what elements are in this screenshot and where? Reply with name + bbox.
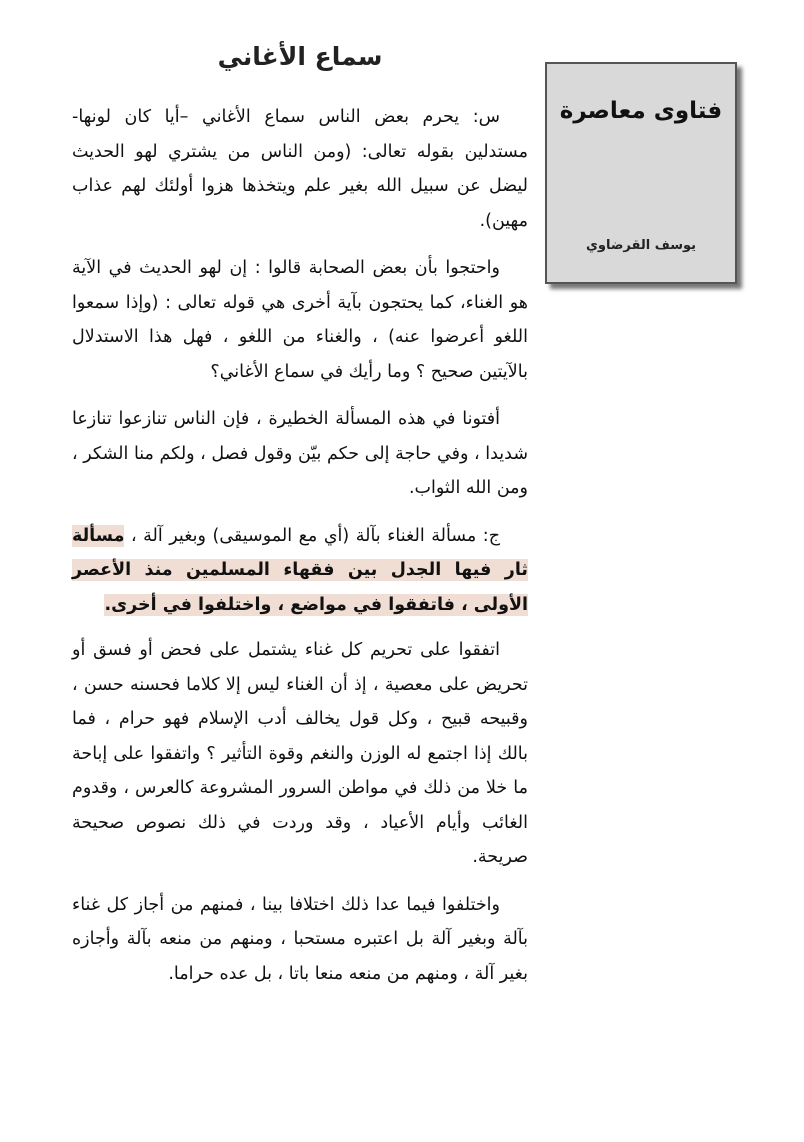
question-paragraph: س: يحرم بعض الناس سماع الأغاني –أيا كان لونها- مستدلين بقوله تعالى: (ومن الناس من يشتري لهو الحديث ليضل عن سبيل الله بغير علم ويتخذها هزوا أولئك لهم عذاب مهين).	[72, 107, 528, 231]
highlighted-text: مسألة ثار فيها الجدل بين فقهاء المسلمين منذ الأعصر الأولى ، فاتفقوا في مواضع ، واختلفوا في أخرى.	[72, 525, 528, 615]
page-title: سماع الأغاني	[217, 42, 383, 71]
paragraph: واحتجوا بأن بعض الصحابة قالوا : إن لهو الحديث في الآية هو الغناء، كما يحتجون بآية أخرى هي قوله تعالى : (وإذا سمعوا اللغو أعرضوا عنه) ، والغناء من اللغو ، فهل هذا الاستدلال بالآيتين صحيح ؟ وما رأيك في سماع الأغاني؟	[72, 258, 528, 382]
book-title: فتاوى معاصرة	[559, 98, 723, 124]
answer-paragraph	[72, 519, 528, 623]
article-body	[72, 100, 528, 1004]
book-author: يوسف القرضاوي	[585, 238, 697, 253]
book-cover-box	[545, 62, 737, 284]
paragraph: أفتونا في هذه المسألة الخطيرة ، فإن الناس تنازعوا تنازعا شديدا ، وفي حاجة إلى حكم بيّن وقول فصل ، ولكم منا الشكر ، ومن الله الثواب.	[72, 409, 528, 498]
answer-intro: ج: مسألة الغناء بآلة (أي مع الموسيقى) وبغير آلة ،	[130, 525, 500, 546]
paragraph: اتفقوا على تحريم كل غناء يشتمل على فحض أو فسق أو تحريض على معصية ، إذ أن الغناء ليس إلا كلاما فحسنه حسن ، وقبيحه قبيح ، وكل قول يخالف أدب الإسلام فهو حرام ، فما بالك إذا اجتمع له الوزن والنغم وقوة التأثير ؟ واتفقوا على إباحة ما خلا من ذلك في مواطن السرور المشروعة كالعرس ، وقدوم الغائب وأيام الأعياد ، وقد وردت في ذلك نصوص صحيحة صريحة.	[72, 640, 528, 867]
paragraph: واختلفوا فيما عدا ذلك اختلافا بينا ، فمنهم من أجاز كل غناء بآلة وبغير آلة بل اعتبره مستحبا ، ومنهم من منعه بآلة وأجازه بغير آلة ، ومنهم من منعه منعا باتا ، بل عده حراما.	[72, 894, 528, 984]
